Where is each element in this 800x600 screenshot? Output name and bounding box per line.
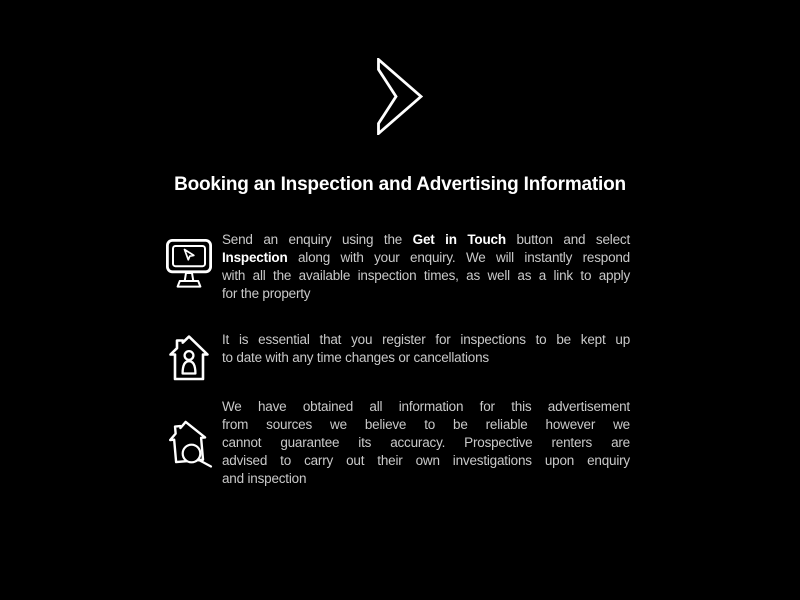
text-line: Inspection along with your enquiry. We will instantly respond [222,250,630,265]
house-person-icon [167,334,211,382]
text-line: with all the available inspection times, as well as a link to apply [222,268,630,283]
text-line: Send an enquiry using the Get in Touch button and select [222,232,630,247]
page-title: Booking an Inspection and Advertising Information [174,174,626,195]
text-line: It is essential that you register for inspections to be kept up [222,332,630,347]
section-enquiry-text [222,231,630,303]
house-search-icon [166,419,216,469]
text-line: from sources we believe to be reliable however we [222,417,630,432]
text-line: and inspection [222,471,307,486]
text-line: We have obtained all information for this advertisement [222,399,630,414]
text-line: for the property [222,286,311,301]
text-line: advised to carry out their own investigations upon enquiry [222,453,630,468]
chevron-right-icon [377,58,423,135]
section-disclaimer-text [222,398,630,488]
text-line: cannot guarantee its accuracy. Prospective renters are [222,435,630,450]
text-line: to date with any time changes or cancellations [222,350,489,365]
section-register-text [222,331,630,367]
monitor-cursor-icon [166,239,212,291]
